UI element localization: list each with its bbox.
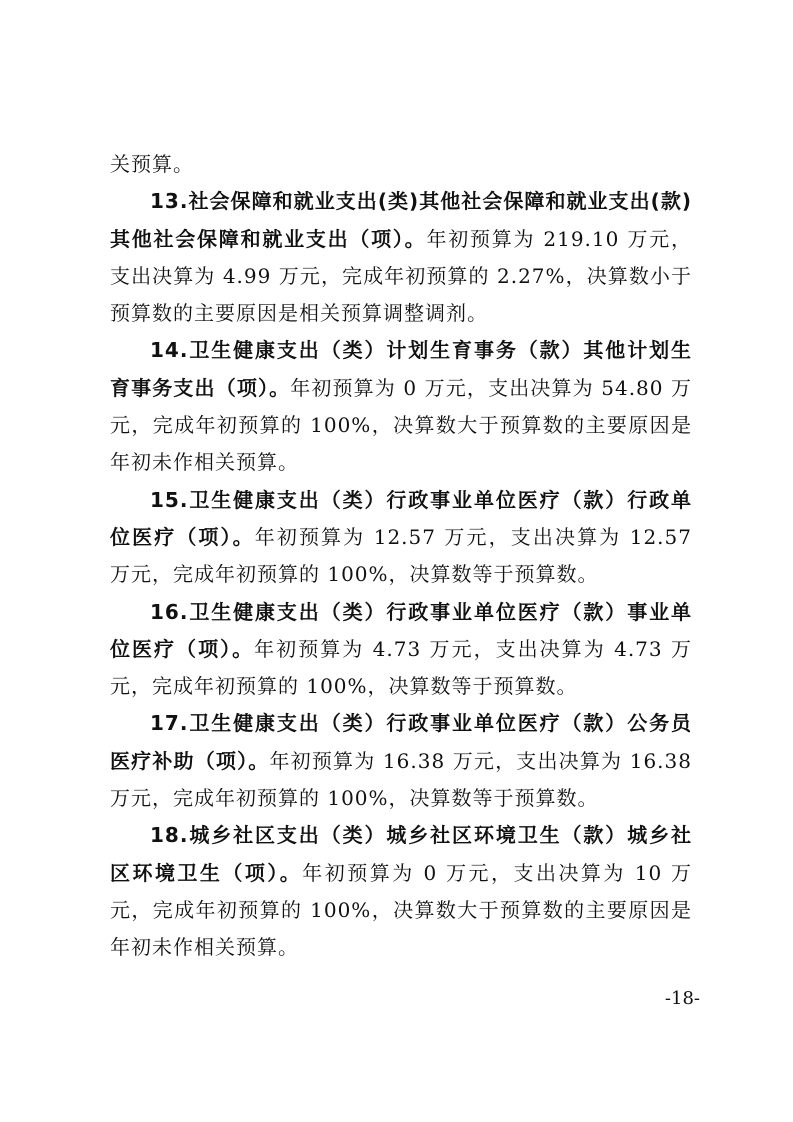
item-14-paragraph	[110, 332, 692, 481]
item-18-heading: 18.城乡社区支出（类）城乡社区环境卫生（款）城乡社区环境卫生（项）。	[110, 823, 692, 885]
item-13-heading: 13.社会保障和就业支出(类)其他社会保障和就业支出(款)其他社会保障和就业支出（项）。	[110, 189, 692, 251]
item-14-text: 年初预算为 0 万元，支出决算为 54.80 万元，完成年初预算的 100%，决算数大于预算数的主要原因是年初未作相关预算。	[110, 375, 692, 475]
item-15-text: 年初预算为 12.57 万元，支出决算为 12.57 万元，完成年初预算的 100%，决算数等于预算数。	[110, 524, 692, 587]
lead-paragraph: 关预算。	[110, 152, 194, 176]
item-17-heading: 17.卫生健康支出（类）行政事业单位医疗（款）公务员医疗补助（项）。	[110, 711, 692, 773]
item-13-paragraph	[110, 183, 692, 332]
item-17-text: 年初预算为 16.38 万元，支出决算为 16.38 万元，完成年初预算的 100%，决算数等于预算数。	[110, 748, 692, 811]
item-18-paragraph	[110, 817, 692, 966]
item-13-text: 年初预算为 219.10 万元，支出决算为 4.99 万元，完成年初预算的 2.27%，决算数小于预算数的主要原因是相关预算调整调剂。	[110, 226, 692, 326]
item-15-paragraph	[110, 482, 692, 594]
item-16-heading: 16.卫生健康支出（类）行政事业单位医疗（款）事业单位医疗（项）。	[110, 599, 692, 661]
item-14-heading: 14.卫生健康支出（类）计划生育事务（款）其他计划生育事务支出（项）。	[110, 338, 692, 400]
item-16-text: 年初预算为 4.73 万元，支出决算为 4.73 万元，完成年初预算的 100%，决算数等于预算数。	[110, 636, 693, 699]
item-15-heading: 15.卫生健康支出（类）行政事业单位医疗（款）行政单位医疗（项）。	[110, 487, 692, 549]
item-18-text: 年初预算为 0 万元，支出决算为 10 万元，完成年初预算的 100%，决算数大于预算数的主要原因是年初未作相关预算。	[110, 860, 693, 960]
page-number: -18-	[664, 988, 700, 1009]
item-17-paragraph	[110, 705, 692, 817]
item-16-paragraph	[110, 594, 692, 706]
document-body	[110, 146, 692, 967]
